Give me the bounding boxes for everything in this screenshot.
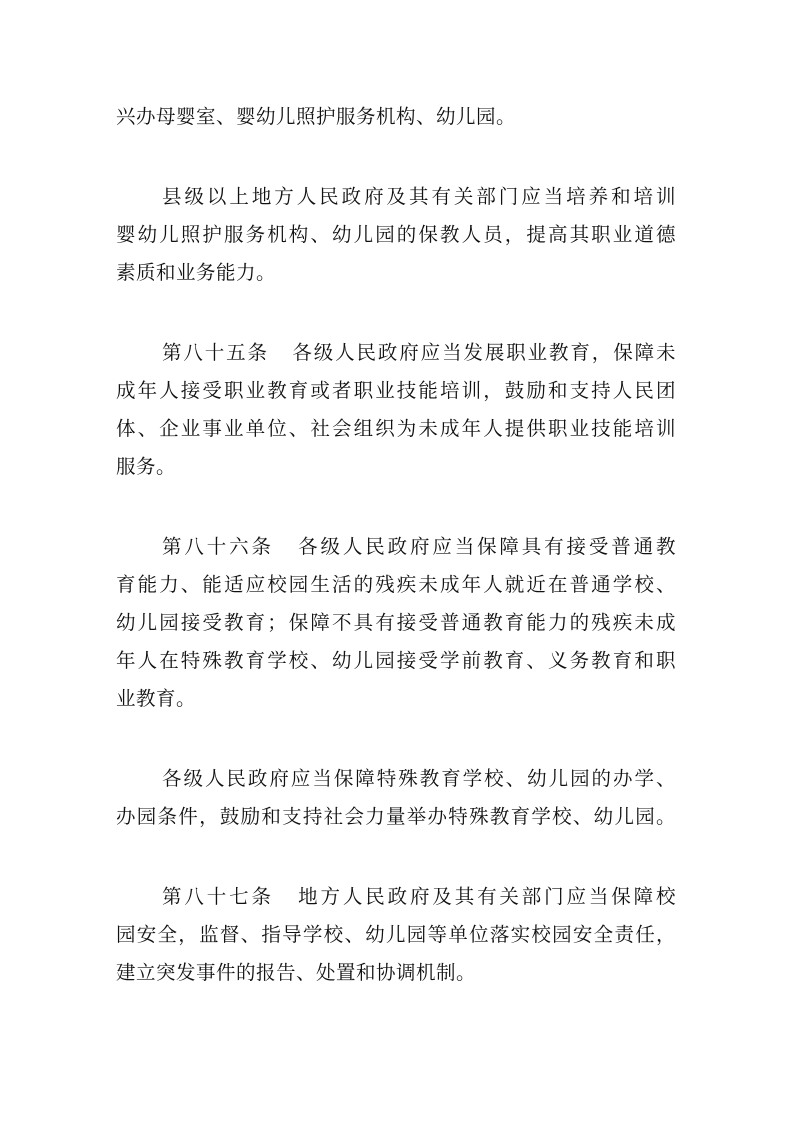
paragraph [116, 760, 676, 836]
article-number: 第八十六条 [162, 535, 274, 558]
article-text: 各级人民政府应当保障具有接受普通教 [295, 535, 676, 558]
article-85 [116, 334, 676, 486]
document-body [116, 98, 676, 992]
text-line: 业教育。 [116, 687, 197, 710]
article-text: 各级人民政府应当发展职业教育，保障未 [290, 341, 676, 364]
text-line: 建立突发事件的报告、处置和协调机制。 [116, 961, 477, 984]
text-line: 县级以上地方人民政府及其有关部门应当培养和培训 [162, 185, 676, 208]
paragraph-gap [116, 292, 676, 334]
article-text: 地方人民政府及其有关部门应当保障校 [295, 885, 676, 908]
article-number: 第八十七条 [162, 885, 274, 908]
text-line: 幼儿园接受教育；保障不具有接受普通教育能力的残疾未成 [116, 611, 676, 634]
text-line: 服务。 [116, 455, 177, 478]
paragraph-gap [116, 486, 676, 528]
article-87 [116, 878, 676, 992]
text-line: 园安全，监督、指导学校、幼儿园等单位落实校园安全责任， [116, 923, 676, 946]
paragraph-gap [116, 718, 676, 760]
article-number: 第八十五条 [162, 341, 269, 364]
text-line: 育能力、能适应校园生活的残疾未成年人就近在普通学校、 [116, 573, 676, 596]
text-line [116, 334, 676, 372]
text-line: 素质和业务能力。 [116, 261, 277, 284]
text-line: 兴办母婴室、婴幼儿照护服务机构、幼儿园。 [116, 105, 517, 128]
text-line: 体、企业事业单位、社会组织为未成年人提供职业技能培训 [116, 417, 676, 440]
article-86 [116, 528, 676, 718]
text-line [116, 528, 676, 566]
text-line: 成年人接受职业教育或者职业技能培训，鼓励和支持人民团 [116, 379, 676, 402]
paragraph-gap [116, 136, 676, 178]
text-line: 婴幼儿照护服务机构、幼儿园的保教人员，提高其职业道德 [116, 223, 676, 246]
paragraph [116, 178, 676, 292]
text-line: 办园条件，鼓励和支持社会力量举办特殊教育学校、幼儿园。 [116, 805, 676, 828]
text-line [116, 878, 676, 916]
paragraph-continuation [116, 98, 676, 136]
text-line: 年人在特殊教育学校、幼儿园接受学前教育、义务教育和职 [116, 649, 676, 672]
text-line: 各级人民政府应当保障特殊教育学校、幼儿园的办学、 [162, 767, 676, 790]
paragraph-gap [116, 836, 676, 878]
